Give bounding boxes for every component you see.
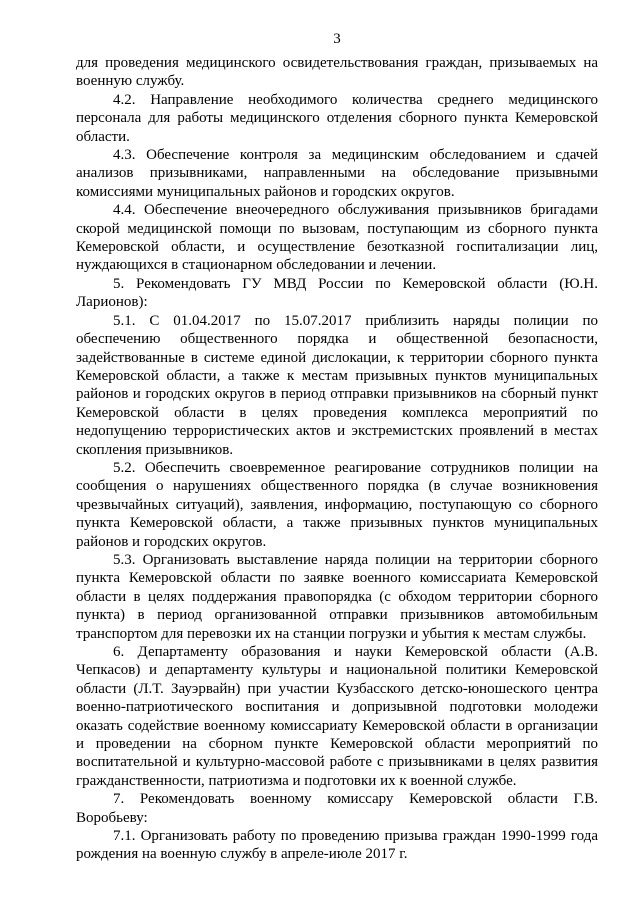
- page-number: 3: [333, 31, 341, 47]
- paragraph-continuation: для проведения медицинского освидетельствования граждан, призываемых на военную службу.: [76, 55, 598, 90]
- paragraph-4-2: 4.2. Направление необходимого количества среднего медицинского персонала для работы медицинского отделения сборного пункта Кемеровской области.: [76, 91, 598, 145]
- paragraph-5-2: 5.2. Обеспечить своевременное реагирование сотрудников полиции на сообщения о нарушениях общественного порядка (в случае возникновения чрезвычайных ситуаций), заявления, информацию, поступающую со сборного пункта Кемеровской области, а также призывных пунктов муниципальных районов и городских округов.: [76, 459, 598, 550]
- paragraph-6: 6. Департаменту образования и науки Кемеровской области (А.В. Чепкасов) и департаменту культуры и национальной политики Кемеровской области (Л.Т. Зауэрвайн) при участии Кузбасского детско-юношеского центра военно-патриотического воспитания и допризывной подготовки молодежи оказать содействие военному комиссариату Кемеровской области в организации и проведении на сборном пункте Кемеровской области мероприятий по воспитательной и культурно-массовой работе с призывниками в целях развития гражданственности, патриотизма и подготовки их к военной службе.: [76, 644, 598, 789]
- paragraph-4-3: 4.3. Обеспечение контроля за медицинским обследованием и сдачей анализов призывниками, направленными на обследование призывными комиссиями муниципальных районов и городских округов.: [76, 147, 598, 200]
- paragraph-5: 5. Рекомендовать ГУ МВД России по Кемеровской области (Ю.Н. Ларионов):: [76, 275, 598, 311]
- paragraph-5-3: 5.3. Организовать выставление наряда полиции на территории сборного пункта Кемеровской области по заявке военного комиссариата Кемеровской области в целях поддержания правопорядка (с обходом территории сборного пункта) в период организованной отправки призывников автомобильным транспортом для перевозки их на станции погрузки и убытия к местам службы.: [76, 551, 598, 642]
- paragraph-5-1: 5.1. С 01.04.2017 по 15.07.2017 приблизить наряды полиции по обеспечению общественного порядка и общественной безопасности, задействованные в системе единой дислокации, к территории сборного пункта Кемеровской области, а также к местам призывных пунктов муниципальных районов и городских округов в период отправки призывников на сборный пункт Кемеровской области в целях проведения комплекса мероприятий по недопущению террористических актов и экстремистских проявлений в местах скопления призывников.: [76, 312, 598, 458]
- paragraph-4-4: 4.4. Обеспечение внеочередного обслуживания призывников бригадами скорой медицинской помощи по вызовам, поступающим из сборного пункта Кемеровской области, и осуществление безотказной госпитализации лиц, нуждающихся в стационарном обследовании и лечении.: [76, 202, 598, 274]
- paragraph-7: 7. Рекомендовать военному комиссару Кемеровской области Г.В. Воробьеву:: [76, 791, 598, 826]
- paragraph-7-1: 7.1. Организовать работу по проведению призыва граждан 1990-1999 года рождения на военную службу в апреле-июле 2017 г.: [76, 828, 598, 863]
